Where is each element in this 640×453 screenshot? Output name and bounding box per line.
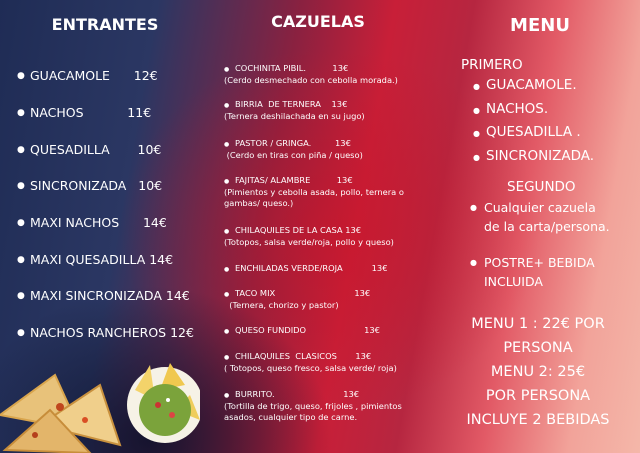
menu-price-line: POR PERSONA: [485, 388, 591, 404]
entrante-bullet: ●: [17, 255, 25, 265]
menu-price-line: INCLUYE 2 BEBIDAS: [466, 412, 610, 428]
cazuela-bullet: ●: [224, 266, 230, 273]
cazuela-item: [224, 225, 429, 248]
cazuela-item: [224, 99, 429, 122]
cazuela-name: BIRRIA DE TERNERA 13€: [235, 99, 348, 109]
entrante-bullet: ●: [17, 71, 25, 81]
cazuela-bullet: ●: [224, 141, 230, 148]
entrante-item: GUACAMOLE 12€: [30, 68, 158, 83]
primero-item: SINCRONIZADA.: [486, 147, 595, 164]
segundo-label: SEGUNDO: [507, 179, 576, 195]
segundo-item: ● Cualquier cazuela de la carta/persona.: [470, 198, 630, 236]
segundo-item-text: Cualquier cazuela de la carta/persona.: [484, 200, 610, 234]
cazuela-description: ( Totopos, queso fresco, salsa verde/ roja): [224, 363, 397, 373]
cazuela-description: (Cerdo desmechado con cebolla morada.): [224, 75, 398, 85]
cazuela-description: (Totopos, salsa verde/roja, pollo y queso): [224, 237, 394, 247]
postre-item-text: POSTRE+ BEBIDA INCLUIDA: [484, 255, 595, 289]
cazuelas-title: CAZUELAS: [271, 12, 365, 31]
cazuela-bullet: ●: [224, 328, 230, 335]
cazuela-item: [224, 138, 429, 161]
cazuela-description: (Cerdo en tiras con piña / queso): [224, 150, 363, 160]
primero-bullet: ●: [473, 129, 480, 138]
cazuela-item: [224, 63, 429, 86]
entrante-item: QUESADILLA 10€: [30, 142, 162, 157]
menu-title: MENU: [510, 15, 570, 36]
menu-price-block: [452, 312, 624, 432]
primero-item: NACHOS.: [486, 100, 549, 117]
entrante-item: MAXI SINCRONIZADA 14€: [30, 288, 190, 303]
cazuela-bullet: ●: [224, 102, 230, 109]
entrante-bullet: ●: [17, 181, 25, 191]
cazuela-name: BURRITO. 13€: [235, 389, 360, 399]
cazuela-bullet: ●: [224, 178, 230, 185]
cazuela-name: COCHINITA PIBIL. 13€: [235, 63, 349, 73]
primero-bullet: ●: [473, 152, 480, 162]
cazuela-name: QUESO FUNDIDO 13€: [235, 325, 380, 335]
cazuela-description: (Tortilla de trigo, queso, frijoles , pimientos asados, cualquier tipo de carne.: [224, 401, 405, 422]
cazuela-description: (Pimientos y cebolla asada, pollo, ternera o gambas/ queso.): [224, 187, 407, 208]
primero-item: GUACAMOLE.: [486, 77, 577, 93]
entrante-bullet: ●: [17, 328, 25, 338]
cazuela-bullet: ●: [224, 354, 230, 361]
entrante-item: NACHOS 11€: [30, 105, 152, 120]
cazuela-item: [224, 325, 429, 337]
cazuela-bullet: ●: [224, 392, 230, 399]
entrante-bullet: ●: [17, 218, 25, 228]
cazuela-name: CHILAQUILES CLASICOS 13€: [235, 351, 372, 361]
entrante-item: NACHOS RANCHEROS 12€: [30, 325, 194, 340]
entrante-item: SINCRONIZADA 10€: [30, 178, 163, 193]
primero-bullet: ●: [473, 82, 480, 91]
cazuela-name: ENCHILADAS VERDE/ROJA 13€: [235, 263, 388, 273]
cazuela-bullet: ●: [224, 291, 230, 298]
cazuela-item: [224, 263, 429, 275]
cazuela-item: [224, 351, 429, 374]
primero-label: PRIMERO: [461, 57, 523, 73]
cazuela-item: [224, 288, 429, 311]
entrante-item: MAXI NACHOS 14€: [30, 215, 167, 230]
cazuela-name: CHILAQUILES DE LA CASA 13€: [235, 225, 362, 235]
cazuela-description: (Ternera deshilachada en su jugo): [224, 111, 365, 121]
entrante-bullet: ●: [17, 291, 25, 301]
menu-price-line: MENU 2: 25€: [490, 364, 586, 380]
primero-bullet: ●: [473, 105, 480, 115]
cazuela-name: TACO MIX 13€: [235, 288, 371, 298]
cazuela-name: PASTOR / GRINGA. 13€: [235, 138, 351, 148]
entrantes-title: ENTRANTES: [51, 15, 159, 34]
menu-price-line: PERSONA: [503, 340, 573, 356]
primero-item: QUESADILLA .: [486, 124, 581, 140]
cazuela-item: [224, 175, 429, 209]
cazuela-bullet: ●: [224, 66, 230, 73]
cazuela-bullet: ●: [224, 228, 230, 235]
cazuela-name: FAJITAS/ ALAMBRE 13€: [235, 175, 353, 185]
menu-price-line: MENU 1 : 22€ POR: [471, 316, 605, 332]
cazuela-item: [224, 389, 429, 423]
entrante-bullet: ●: [17, 108, 25, 118]
cazuela-description: (Ternera, chorizo y pastor): [224, 300, 339, 310]
postre-item: ● POSTRE+ BEBIDA INCLUIDA: [470, 253, 630, 291]
entrante-bullet: ●: [17, 145, 25, 155]
entrante-item: MAXI QUESADILLA 14€: [30, 252, 174, 267]
food-photo-quesadilla-guacamole: [0, 355, 200, 453]
